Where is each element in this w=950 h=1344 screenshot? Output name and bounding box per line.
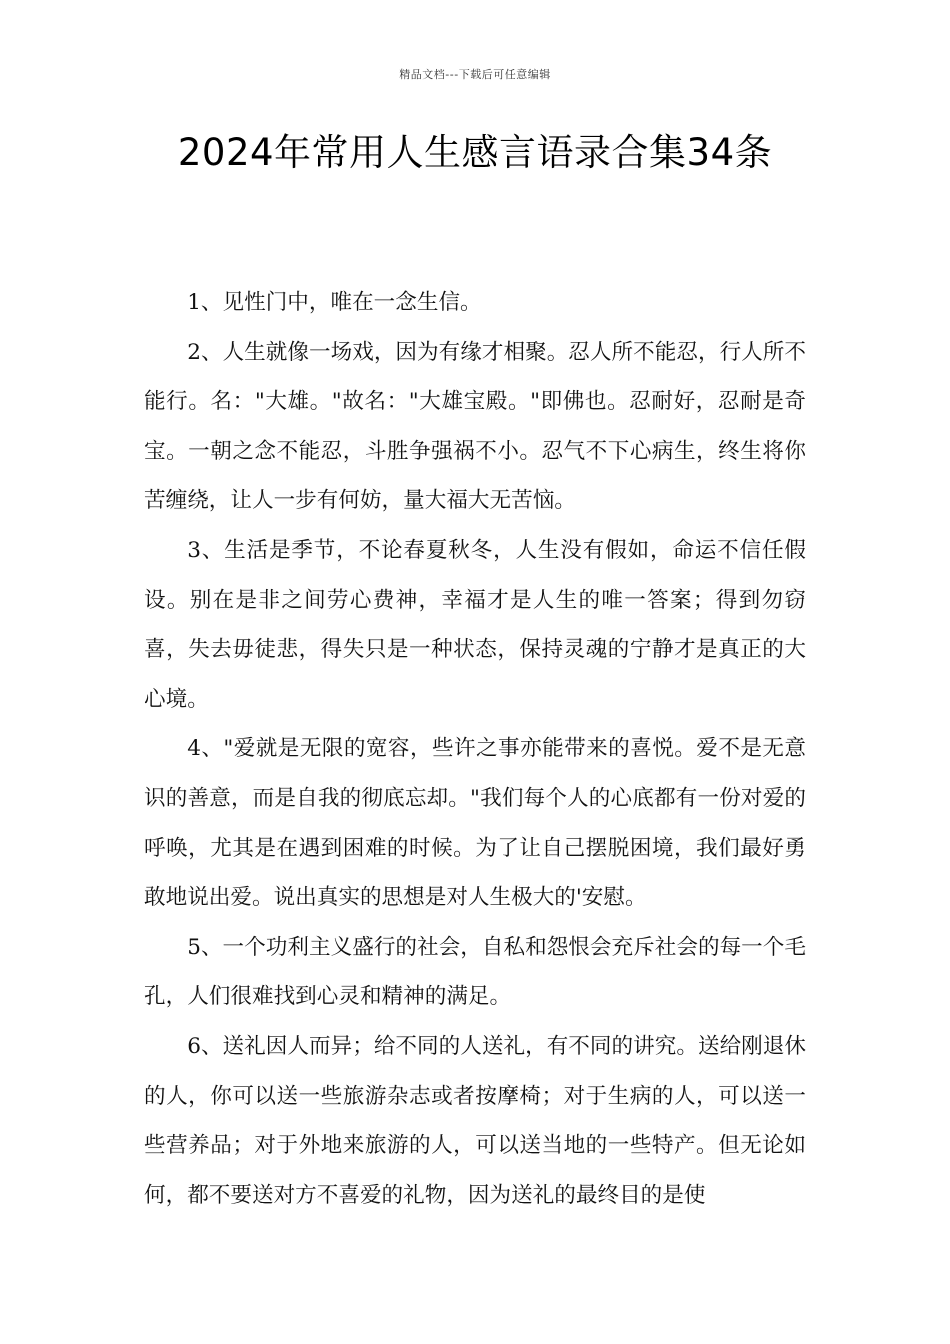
paragraph: 4、"爱就是无限的宽容，些许之事亦能带来的喜悦。爱不是无意识的善意，而是自我的彻底忘却。"我们每个人的心底都有一份对爱的呼唤，尤其是在遇到困难的时候。为了让自己摆脱困境，我们最好勇敢地说出爱。说出真实的思想是对人生极大的'安慰。 [144, 736, 806, 911]
paragraph: 6、送礼因人而异；给不同的人送礼，有不同的讲究。送给刚退休的人，你可以送一些旅游杂志或者按摩椅；对于生病的人，可以送一些营养品；对于外地来旅游的人，可以送当地的一些特产。但无论如何，都不要送对方不喜爱的礼物，因为送礼的最终目的是使 [144, 1033, 806, 1208]
document-title: 2024年常用人生感言语录合集34条 [177, 131, 773, 174]
paragraph: 1、见性门中，唯在一念生信。 [187, 290, 482, 315]
paragraph: 2、人生就像一场戏，因为有缘才相聚。忍人所不能忍，行人所不能行。名："大雄。"故名："大雄宝殿。"即佛也。忍耐好，忍耐是奇宝。一朝之念不能忍，斗胜争强祸不小。忍气不下心病生，终生将你苦缠绕，让人一步有何妨，量大福大无苦恼。 [144, 339, 806, 514]
paragraph: 3、生活是季节，不论春夏秋冬，人生没有假如，命运不信任假设。别在是非之间劳心费神，幸福才是人生的唯一答案；得到勿窃喜，失去毋徒悲，得失只是一种状态，保持灵魂的宁静才是真正的大心境。 [144, 537, 806, 712]
paragraph: 5、一个功利主义盛行的社会，自私和怨恨会充斥社会的每一个毛孔，人们很难找到心灵和精神的满足。 [144, 934, 806, 1010]
header-note: 精品文档---下载后可任意编辑 [399, 68, 551, 81]
document-body [144, 278, 806, 1220]
